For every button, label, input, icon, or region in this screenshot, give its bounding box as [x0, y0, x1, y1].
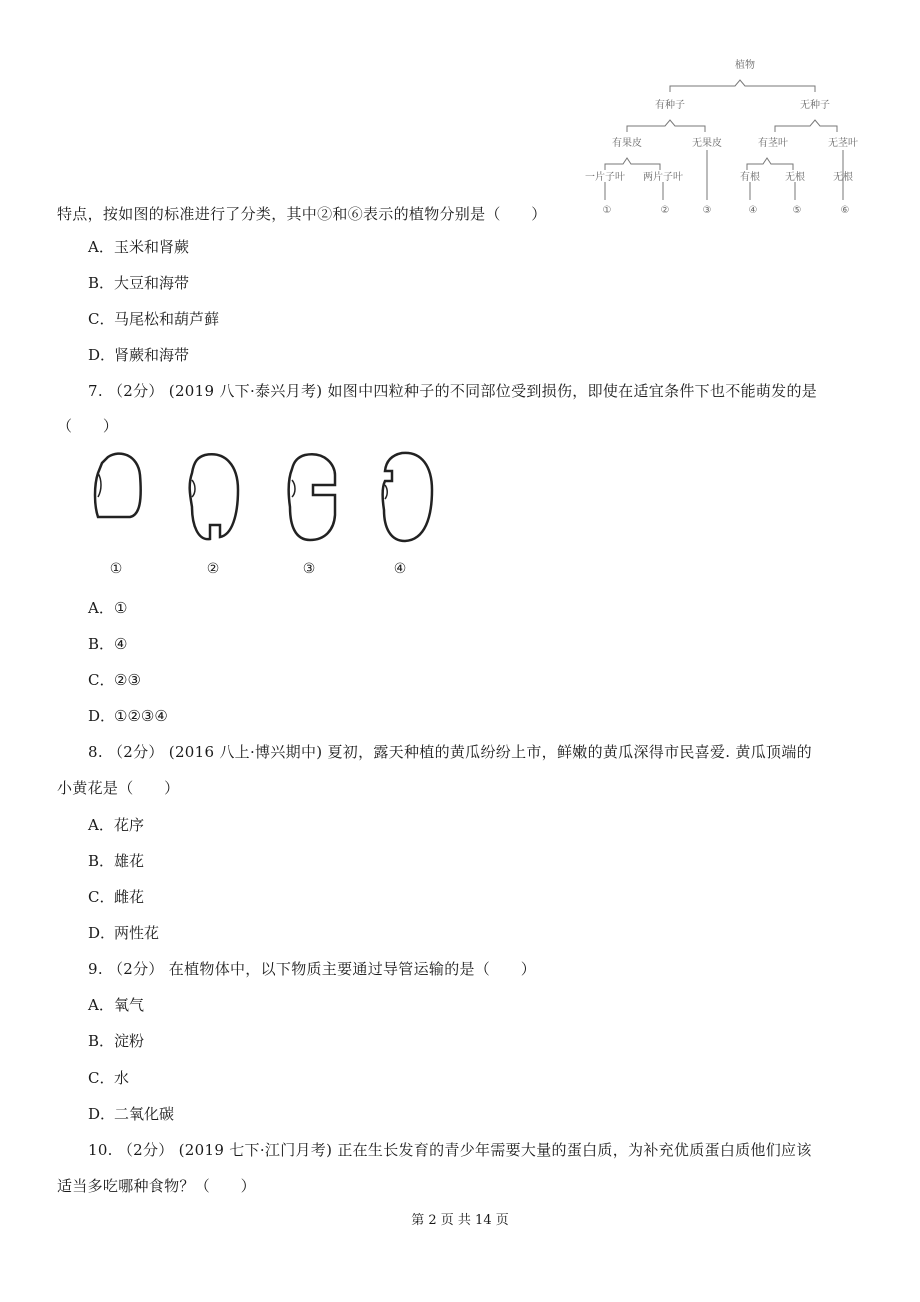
option-letter: D． — [88, 924, 116, 942]
option-text: 肾蕨和海带 — [114, 346, 190, 364]
option-letter: C． — [88, 1069, 115, 1087]
option-letter: A． — [88, 816, 114, 834]
option-text: 雄花 — [114, 852, 145, 870]
seed-4-shape — [383, 453, 432, 541]
option-letter: D． — [88, 1105, 116, 1123]
q6-text: 特点，按如图的标准进行了分类，其中②和⑥表示的植物分别是（ ） — [57, 205, 547, 223]
option-text: 氧气 — [114, 996, 145, 1014]
option-letter: D． — [88, 707, 116, 725]
tree-node: 两片子叶 — [643, 172, 683, 183]
q8-text-cont: 小黄花是（ ） — [57, 779, 180, 797]
seed-damage-figure — [80, 445, 440, 585]
tree-leaf: ⑤ — [792, 205, 802, 216]
tree-node: 一片子叶 — [585, 172, 625, 183]
option-text: ① — [114, 599, 128, 617]
q9-option-b[interactable] — [88, 1030, 144, 1051]
q6-option-b[interactable] — [88, 272, 189, 293]
tree-node: 有根 — [740, 172, 760, 183]
seed-label: ③ — [302, 561, 316, 577]
option-text: 水 — [114, 1069, 130, 1087]
tree-node: 有种子 — [655, 100, 685, 111]
option-text: 花序 — [114, 816, 145, 834]
option-text: 马尾松和葫芦藓 — [114, 310, 220, 328]
q7-option-a[interactable] — [88, 597, 127, 618]
tree-leaf: ④ — [748, 205, 758, 216]
option-letter: A． — [88, 996, 114, 1014]
q7-option-b[interactable] — [88, 633, 127, 654]
option-text: 淀粉 — [114, 1032, 145, 1050]
seed-1-shape — [95, 454, 141, 517]
option-text: ④ — [114, 635, 128, 653]
q10-text: 10. （2分） (2019 七下·江门月考) 正在生长发育的青少年需要大量的蛋白质，为补充优质蛋白质他们应该 — [88, 1141, 812, 1159]
option-letter: C． — [88, 671, 115, 689]
tree-node: 无果皮 — [692, 138, 722, 149]
seed-label: ④ — [393, 561, 407, 577]
page-footer: 第 2 页 共 14 页 — [411, 1213, 509, 1228]
seed-label: ② — [206, 561, 220, 577]
tree-node: 无种子 — [800, 100, 830, 111]
q7-text: 7. （2分） (2019 八下·泰兴月考) 如图中四粒种子的不同部位受到损伤，即使在适宜条件下也不能萌发的是 — [88, 382, 818, 400]
tree-leaf: ③ — [702, 205, 712, 216]
option-letter: B． — [88, 274, 115, 292]
q10-text-cont: 适当多吃哪种食物？（ ） — [57, 1177, 256, 1195]
option-letter: B． — [88, 852, 115, 870]
tree-root: 植物 — [735, 60, 755, 71]
q8-text: 8. （2分） (2016 八上·博兴期中) 夏初，露天种植的黄瓜纷纷上市，鲜嫩的黄瓜深得市民喜爱. 黄瓜顶端的 — [88, 743, 812, 761]
option-letter: A． — [88, 599, 114, 617]
q6-option-a[interactable] — [88, 236, 189, 257]
option-text: ②③ — [114, 671, 141, 689]
seed-2-shape — [190, 454, 238, 539]
option-text: 大豆和海带 — [114, 274, 190, 292]
q7-text-cont: （ ） — [57, 417, 119, 435]
option-letter: D． — [88, 346, 116, 364]
q7-option-d[interactable] — [88, 705, 168, 726]
option-letter: A． — [88, 238, 114, 256]
q8-option-b[interactable] — [88, 850, 144, 871]
tree-node: 有茎叶 — [758, 138, 788, 149]
q7-option-c[interactable] — [88, 669, 141, 690]
seed-label: ① — [109, 561, 123, 577]
q9-option-c[interactable] — [88, 1067, 129, 1088]
option-text: 玉米和肾蕨 — [114, 238, 190, 256]
option-letter: B． — [88, 1032, 115, 1050]
option-letter: C． — [88, 310, 115, 328]
q9-text: 9. （2分） 在植物体中，以下物质主要通过导管运输的是（ ） — [88, 960, 536, 978]
tree-node: 无茎叶 — [828, 138, 858, 149]
tree-node: 无根 — [833, 172, 853, 183]
seed-3-shape — [289, 454, 335, 540]
q6-option-c[interactable] — [88, 308, 219, 329]
tree-node: 有果皮 — [612, 138, 642, 149]
tree-node: 无根 — [785, 172, 805, 183]
q8-option-a[interactable] — [88, 814, 144, 835]
classification-tree-diagram — [575, 50, 875, 225]
option-text: ①②③④ — [114, 707, 168, 725]
option-text: 二氧化碳 — [114, 1105, 175, 1123]
q9-option-a[interactable] — [88, 994, 144, 1015]
option-text: 雌花 — [114, 888, 145, 906]
tree-leaf: ② — [660, 205, 670, 216]
q9-option-d[interactable] — [88, 1103, 174, 1124]
option-letter: C． — [88, 888, 115, 906]
tree-leaf: ① — [602, 205, 612, 216]
q8-option-d[interactable] — [88, 922, 159, 943]
option-text: 两性花 — [114, 924, 160, 942]
q6-option-d[interactable] — [88, 344, 189, 365]
tree-leaf: ⑥ — [840, 205, 850, 216]
option-letter: B． — [88, 635, 115, 653]
q8-option-c[interactable] — [88, 886, 144, 907]
